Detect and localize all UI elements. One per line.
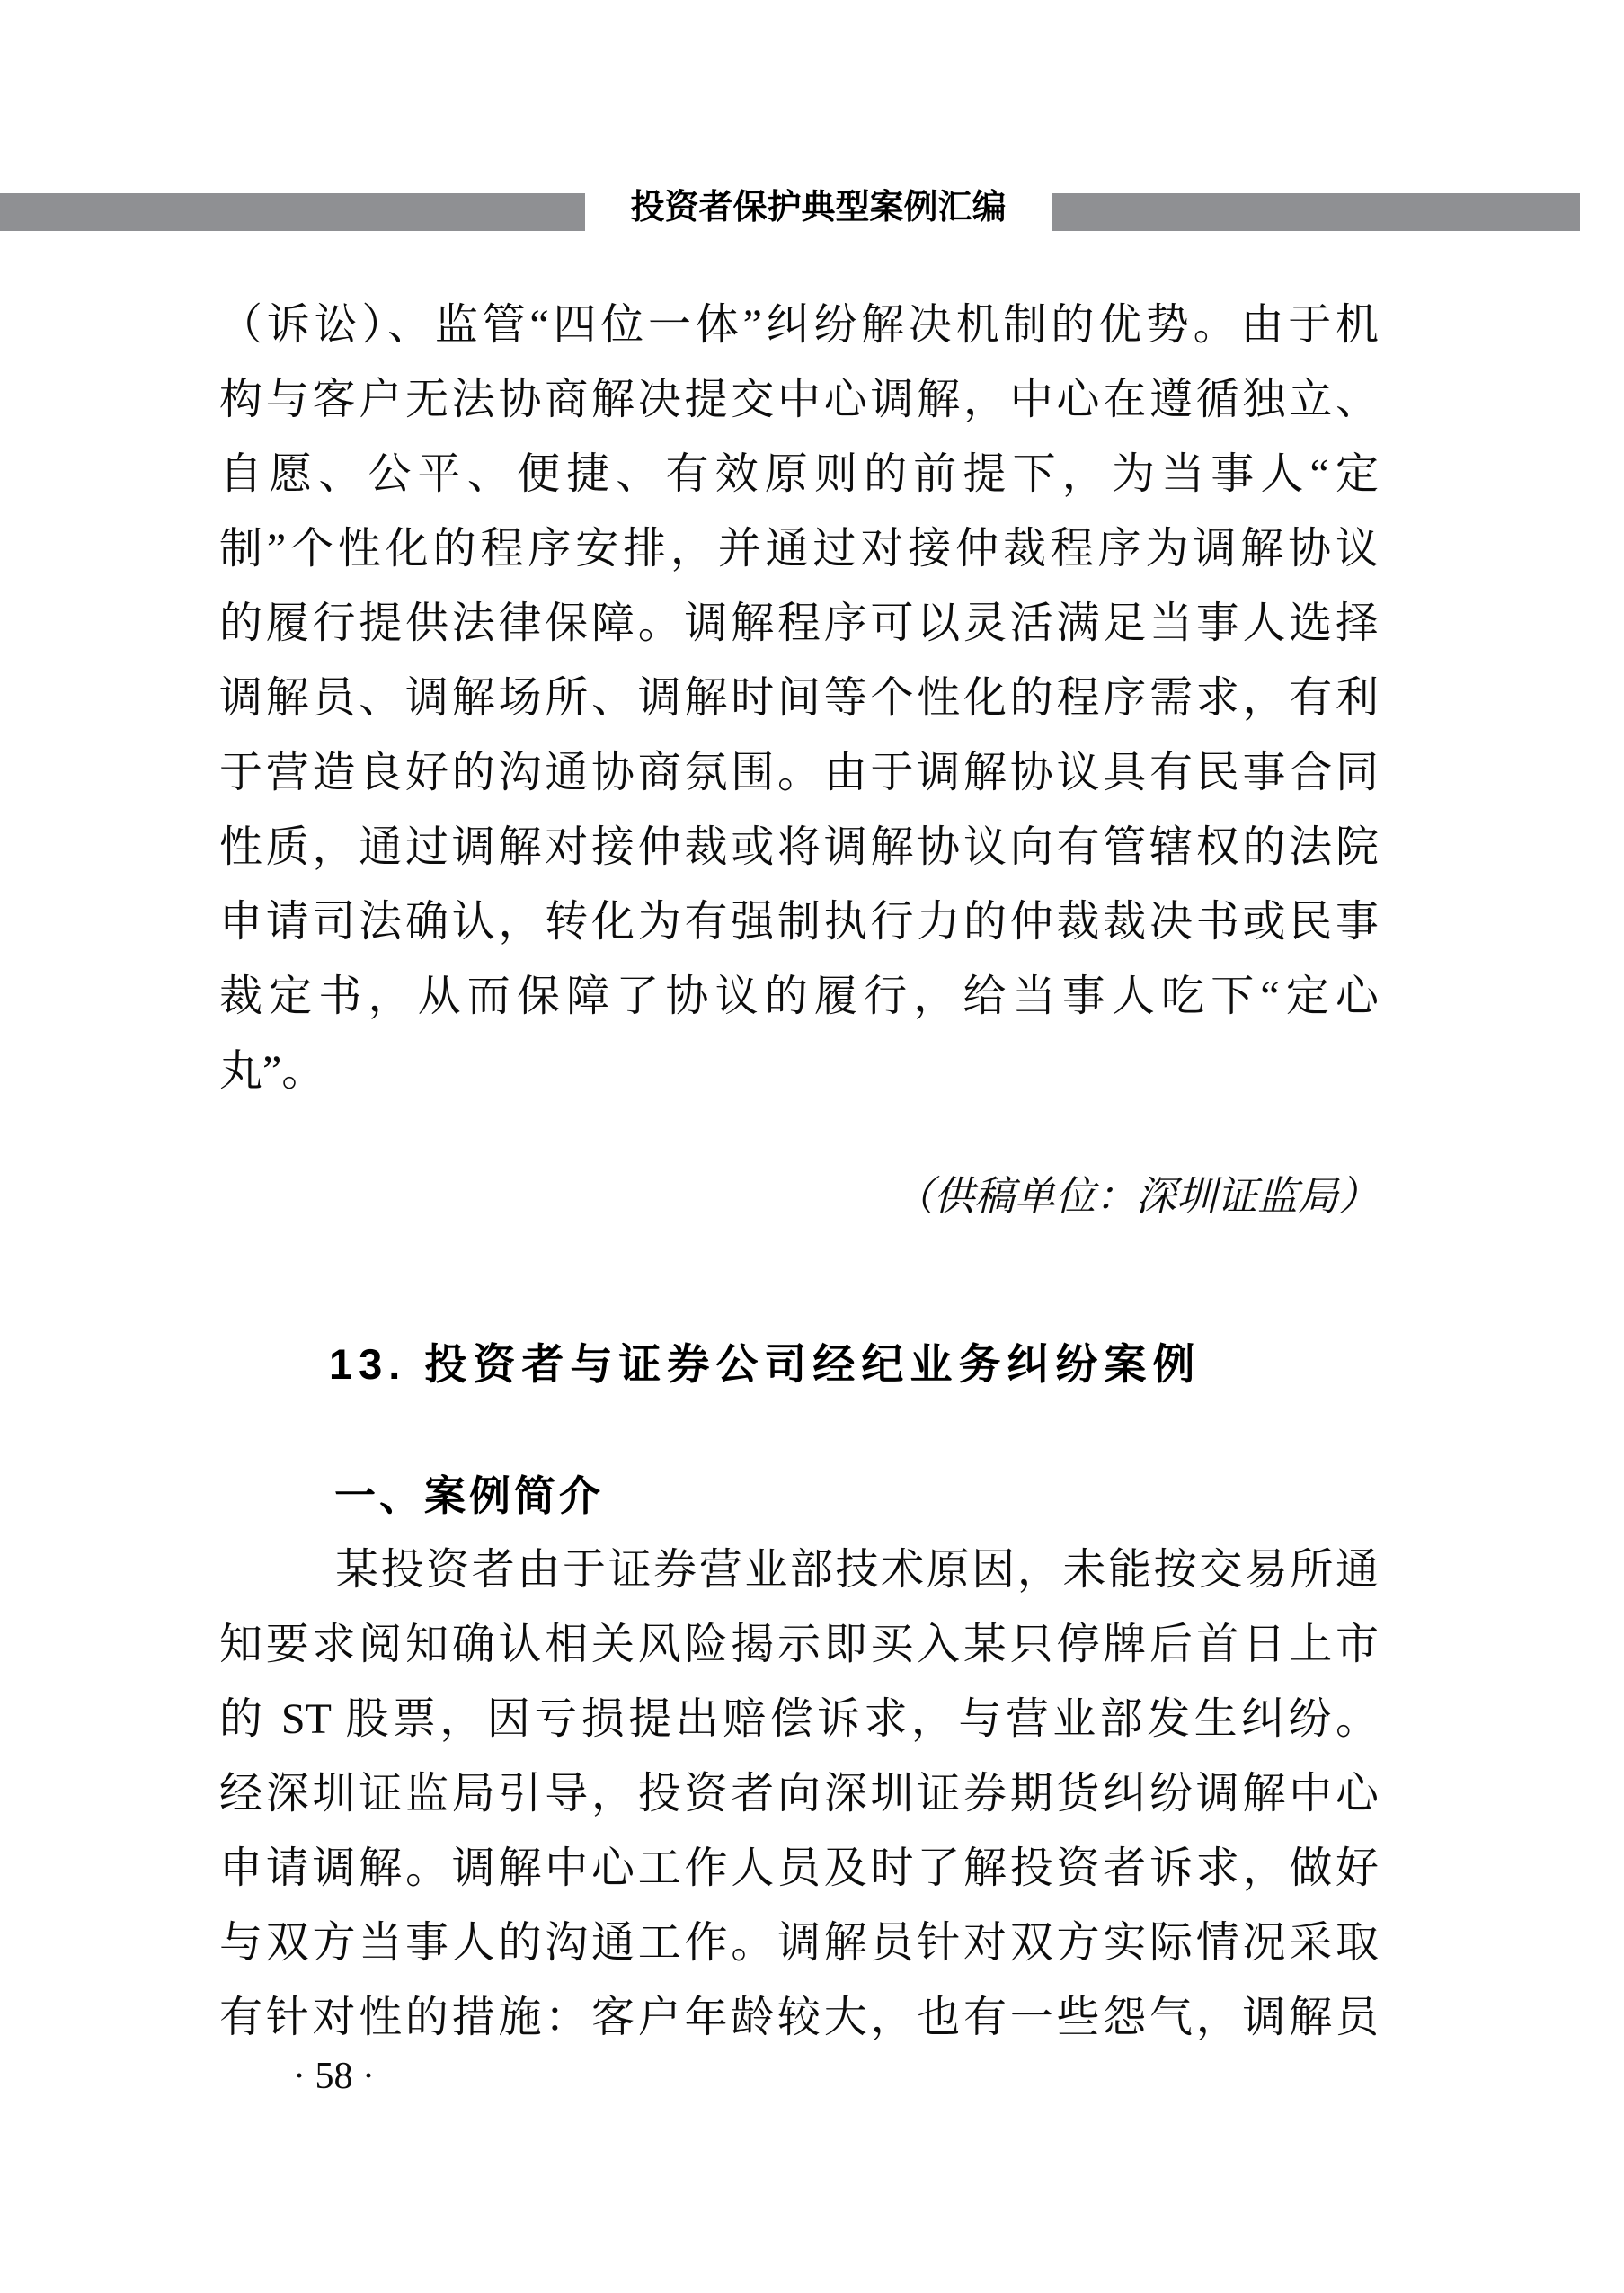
page-number: · 58 · bbox=[293, 2056, 375, 2097]
text-line: 性质，通过调解对接仲裁或将调解协议向有管辖权的法院 bbox=[219, 823, 1379, 871]
text-line: （诉讼）、监管“四位一体”纠纷解决机制的优势。由于机 bbox=[219, 301, 1379, 349]
paragraph-2 bbox=[219, 1533, 1379, 2055]
text-line: 的 ST 股票，因亏损提出赔偿诉求，与营业部发生纠纷。 bbox=[219, 1695, 1379, 1743]
text-line: 有针对性的措施：客户年龄较大，也有一些怨气，调解员 bbox=[219, 1994, 1379, 2041]
header-rule-left bbox=[0, 193, 585, 231]
text-line: 自愿、公平、便捷、有效原则的前提下，为当事人“定 bbox=[219, 450, 1379, 498]
text-line: 调解员、调解场所、调解时间等个性化的程序需求，有利 bbox=[219, 674, 1379, 722]
text-line: 知要求阅知确认相关风险揭示即买入某只停牌后首日上市 bbox=[219, 1621, 1379, 1668]
text-line: 构与客户无法协商解决提交中心调解，中心在遵循独立、 bbox=[219, 376, 1379, 423]
text-line: 与双方当事人的沟通工作。调解员针对双方实际情况采取 bbox=[219, 1919, 1379, 1967]
header-rule-right bbox=[1052, 193, 1580, 231]
text-line: 于营造良好的沟通协商氛围。由于调解协议具有民事合同 bbox=[219, 749, 1379, 796]
subsection-heading: 一、案例简介 bbox=[334, 1472, 604, 1519]
text-line: 某投资者由于证券营业部技术原因，未能按交易所通 bbox=[335, 1546, 1379, 1594]
text-line: 申请调解。调解中心工作人员及时了解投资者诉求，做好 bbox=[219, 1844, 1379, 1892]
attribution-line: （供稿单位：深圳证监局） bbox=[892, 1174, 1379, 1219]
paragraph-1 bbox=[219, 288, 1379, 1108]
text-line: 裁定书，从而保障了协议的履行，给当事人吃下“定心 bbox=[219, 973, 1379, 1020]
text-line: 经深圳证监局引导，投资者向深圳证券期货纠纷调解中心 bbox=[219, 1770, 1379, 1818]
text-line: 申请司法确认，转化为有强制执行力的仲裁裁决书或民事 bbox=[219, 898, 1379, 946]
running-header-title: 投资者保护典型案例汇编 bbox=[630, 189, 1007, 227]
text-line: 制”个性化的程序安排，并通过对接仲裁程序为调解协议 bbox=[219, 525, 1379, 573]
text-line: 的履行提供法律保障。调解程序可以灵活满足当事人选择 bbox=[219, 600, 1379, 647]
section-heading: 13. 投资者与证券公司经纪业务纠纷案例 bbox=[329, 1340, 1202, 1388]
text-line: 丸”。 bbox=[219, 1047, 325, 1095]
